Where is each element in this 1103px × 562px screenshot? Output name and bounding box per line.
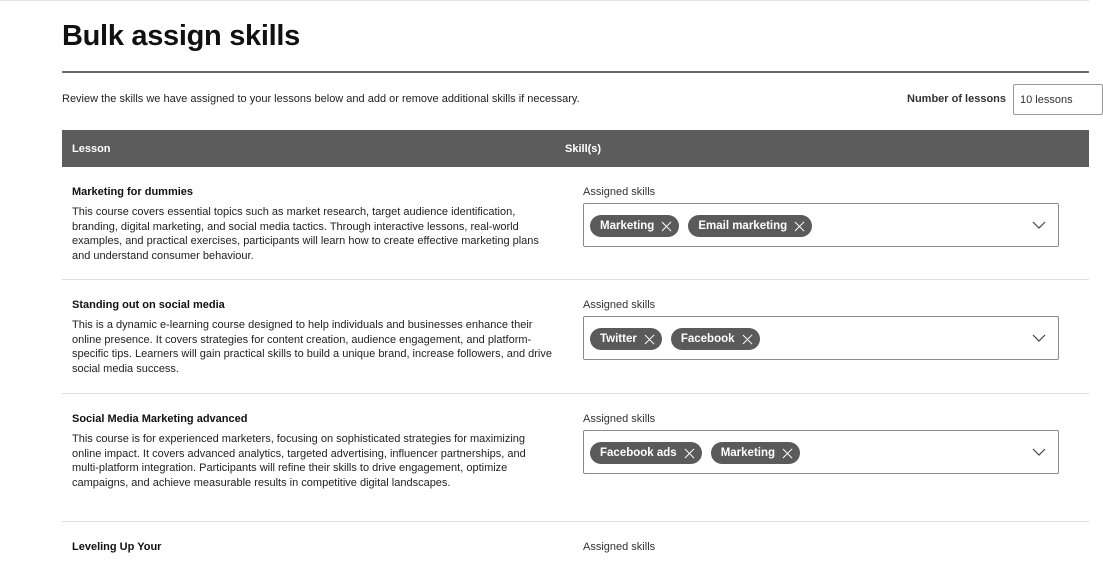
skill-chip-label: Facebook <box>680 333 735 345</box>
assigned-skills-select[interactable] <box>583 430 1059 474</box>
intro-text: Review the skills we have assigned to your lessons below and add or remove additional skills if necessary. <box>62 93 580 105</box>
chevron-down-icon[interactable] <box>1032 218 1046 232</box>
page-title: Bulk assign skills <box>62 20 300 52</box>
skill-chip <box>711 442 800 464</box>
skill-chip <box>590 215 679 237</box>
lesson-description: This is a dynamic e-learning course designed to help individuals and businesses enhance their online presence. It covers strategies for content creation, audience engagement, and platform-specific tips. Learners will gain practical skills to build a unique brand, increase followers, and drive social media success. <box>72 319 552 375</box>
lesson-title: Marketing for dummies <box>72 186 194 198</box>
header-lesson: Lesson <box>72 143 111 155</box>
lesson-row <box>62 167 1089 280</box>
assigned-skills-label: Assigned skills <box>583 413 656 425</box>
assigned-skills-select[interactable] <box>583 316 1059 360</box>
lesson-title: Leveling Up Your <box>72 541 162 553</box>
remove-skill-icon[interactable] <box>793 220 806 233</box>
lesson-title: Social Media Marketing advanced <box>72 413 248 425</box>
skill-chip-label: Twitter <box>600 333 637 345</box>
remove-skill-icon[interactable] <box>741 333 754 346</box>
assigned-skills-label: Assigned skills <box>583 186 656 198</box>
chevron-down-icon[interactable] <box>1032 331 1046 345</box>
skill-chip <box>590 442 702 464</box>
skill-chip-label: Email marketing <box>698 220 788 232</box>
skill-chip <box>688 215 812 237</box>
assigned-skills-select[interactable] <box>583 203 1059 247</box>
remove-skill-icon[interactable] <box>643 333 656 346</box>
skill-chip-label: Marketing <box>600 220 655 232</box>
number-of-lessons-select[interactable]: 10 lessons <box>1013 84 1103 115</box>
skill-chip-label: Marketing <box>720 447 776 459</box>
remove-skill-icon[interactable] <box>683 447 696 460</box>
remove-skill-icon[interactable] <box>660 220 673 233</box>
skill-chip <box>671 328 760 350</box>
header-skills: Skill(s) <box>565 143 602 155</box>
table-header <box>62 130 1089 167</box>
skill-chip-label: Facebook ads <box>600 447 677 459</box>
title-divider <box>62 71 1089 73</box>
lesson-row <box>62 394 1089 522</box>
lesson-title: Standing out on social media <box>72 299 225 311</box>
top-divider <box>0 0 1089 1</box>
lesson-description: This course covers essential topics such as market research, target audience identification, branding, digital marketing, and social media tactics. Through interactive lessons, real-world examples, and practical exercises, participants will learn how to create effective marketing plans and understand consumer behaviour. <box>72 206 539 262</box>
assigned-skills-label: Assigned skills <box>583 541 656 553</box>
chevron-down-icon[interactable] <box>1032 445 1046 459</box>
lesson-row <box>62 522 1089 562</box>
skill-chip <box>590 328 662 350</box>
number-of-lessons-label: Number of lessons <box>907 93 1007 105</box>
lesson-description: This course is for experienced marketers, focusing on sophisticated strategies for maximizing online impact. It covers advanced analytics, targeted advertising, influencer partnerships, and multi-platform integration. Participants will refine their skills to drive engagement, optimize campaigns, and achieve measurable results in competitive digital landscapes. <box>72 433 526 489</box>
lesson-row <box>62 280 1089 394</box>
remove-skill-icon[interactable] <box>781 447 794 460</box>
assigned-skills-label: Assigned skills <box>583 299 656 311</box>
